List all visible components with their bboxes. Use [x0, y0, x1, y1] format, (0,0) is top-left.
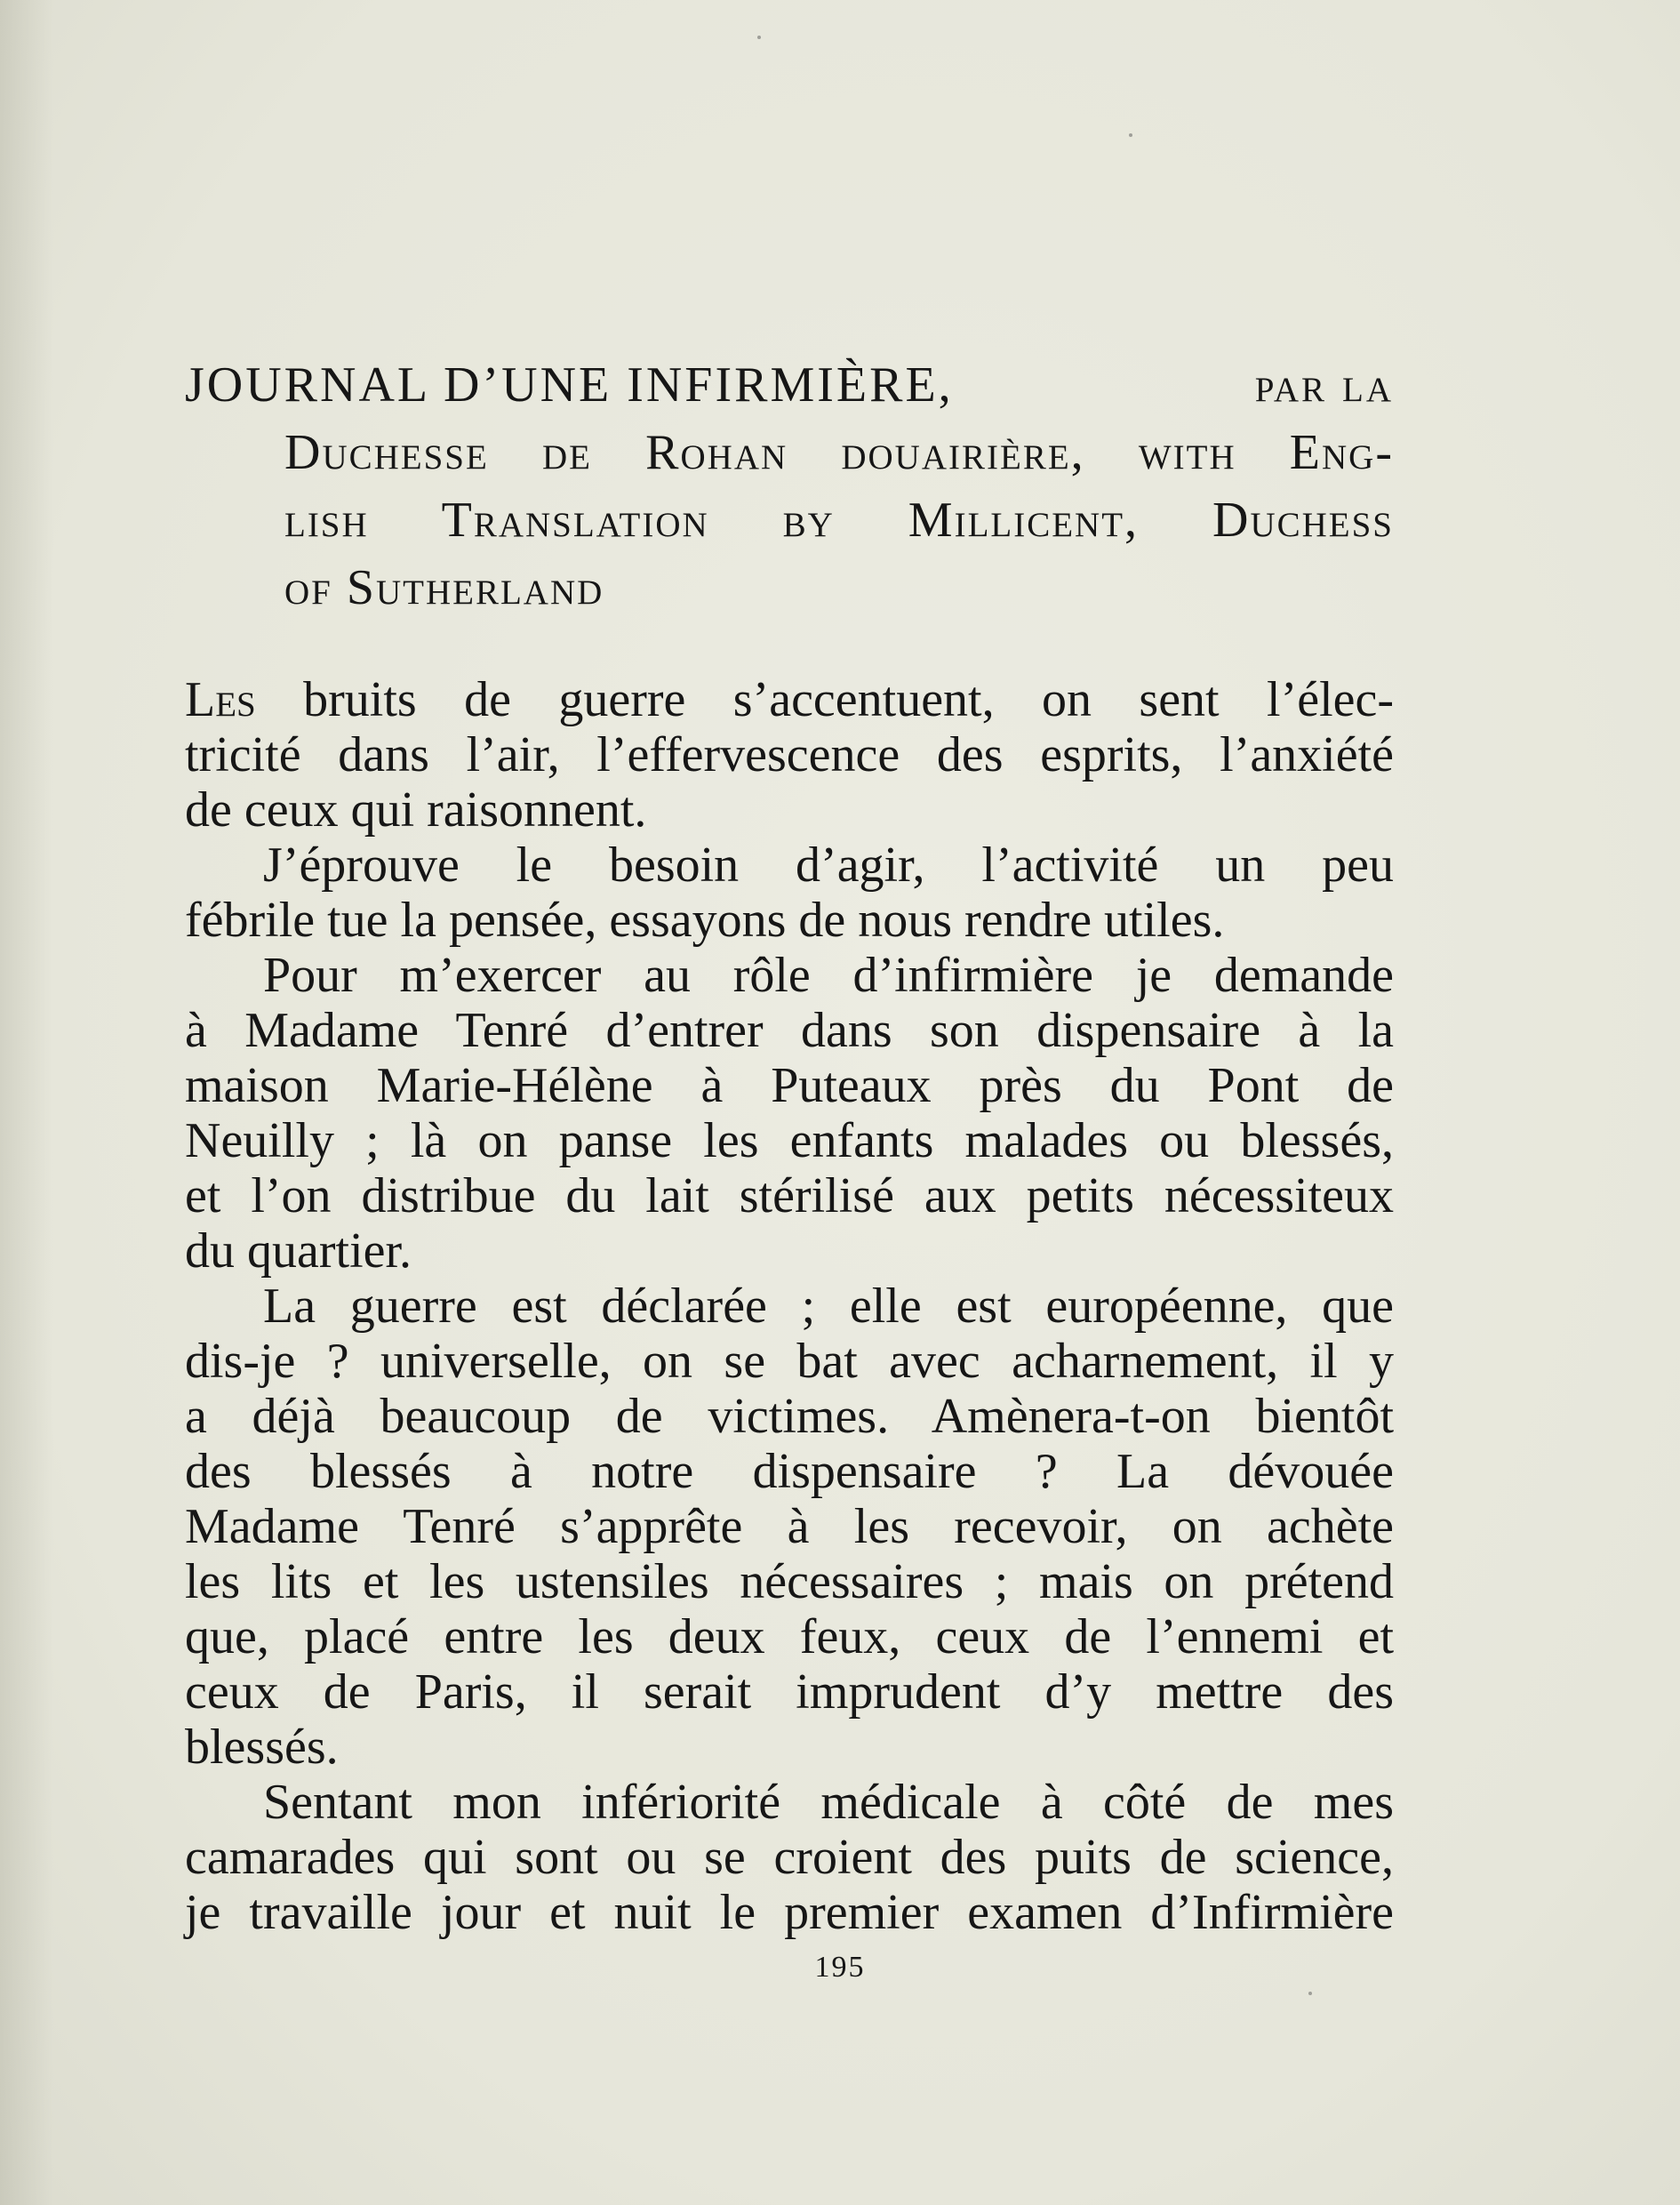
text-line: tricité dans l’air, l’effervescence des esprits, l’anxiété [185, 727, 1394, 782]
text-line: que, placé entre les deux feux, ceux de l’ennemi et [185, 1609, 1394, 1664]
text-line: ceux de Paris, il serait imprudent d’y mettre des [185, 1664, 1394, 1720]
text-line: blessés. [185, 1720, 339, 1775]
heading-subtitle-line: lish Translation by Millicent, Duchess [284, 493, 1394, 548]
text-line: et l’on distribue du lait stérilisé aux petits nécessiteux [185, 1168, 1394, 1223]
text-line: de ceux qui raisonnent. [185, 782, 647, 838]
heading-subtitle-line: Duchesse de Rohan douairière, with Eng- [284, 425, 1394, 480]
text-line: Neuilly ; là on panse les enfants malades ou blessés, [185, 1113, 1394, 1168]
page-number: 195 [814, 1951, 866, 1984]
text-line: J’éprouve le besoin d’agir, l’activité un peu [263, 838, 1394, 893]
text-line: Sentant mon infériorité médicale à côté de mes [263, 1775, 1394, 1830]
text-line: je travaille jour et nuit le premier examen d’Infirmière [185, 1885, 1394, 1940]
heading-title-line [185, 351, 1394, 419]
text-line: à Madame Tenré d’entrer dans son dispensaire à la [185, 1003, 1394, 1058]
body-text [185, 672, 1394, 1940]
paragraph [185, 1775, 1394, 1940]
paper-speck [1308, 1992, 1312, 1995]
paragraph [185, 948, 1394, 1279]
text-line: du quartier. [185, 1223, 412, 1279]
text-line: dis-je ? universelle, on se bat avec acharnement, il y [185, 1334, 1394, 1389]
text-line: des blessés à notre dispensaire ? La dévouée [185, 1444, 1394, 1499]
heading-subtitle [284, 419, 1394, 621]
heading-title-tail: par la [1254, 357, 1394, 413]
text-line: les lits et les ustensiles nécessaires ; mais on prétend [185, 1554, 1394, 1609]
lead-word: Les [185, 672, 256, 727]
article-heading [185, 351, 1394, 621]
text-line: fébrile tue la pensée, essayons de nous rendre utiles. [185, 893, 1225, 948]
text-line: maison Marie-Hélène à Puteaux près du Pont de [185, 1058, 1394, 1113]
paragraph [185, 838, 1394, 948]
text-line: Les bruits de guerre s’accentuent, on sent l’élec- [185, 672, 1394, 727]
paragraph [185, 672, 1394, 838]
paper-speck [1129, 133, 1132, 137]
heading-subtitle-line: of Sutherland [284, 560, 604, 615]
text-line: camarades qui sont ou se croient des puits de science, [185, 1830, 1394, 1885]
heading-title: JOURNAL D’UNE INFIRMIÈRE, [185, 357, 954, 413]
text-line: Pour m’exercer au rôle d’infirmière je demande [263, 948, 1394, 1003]
text-line: Madame Tenré s’apprête à les recevoir, on achète [185, 1499, 1394, 1554]
paragraph [185, 1279, 1394, 1775]
text-line: La guerre est déclarée ; elle est européenne, que [263, 1279, 1394, 1334]
paper-speck [757, 36, 761, 39]
text-line: a déjà beaucoup de victimes. Amènera-t-on bientôt [185, 1389, 1394, 1444]
